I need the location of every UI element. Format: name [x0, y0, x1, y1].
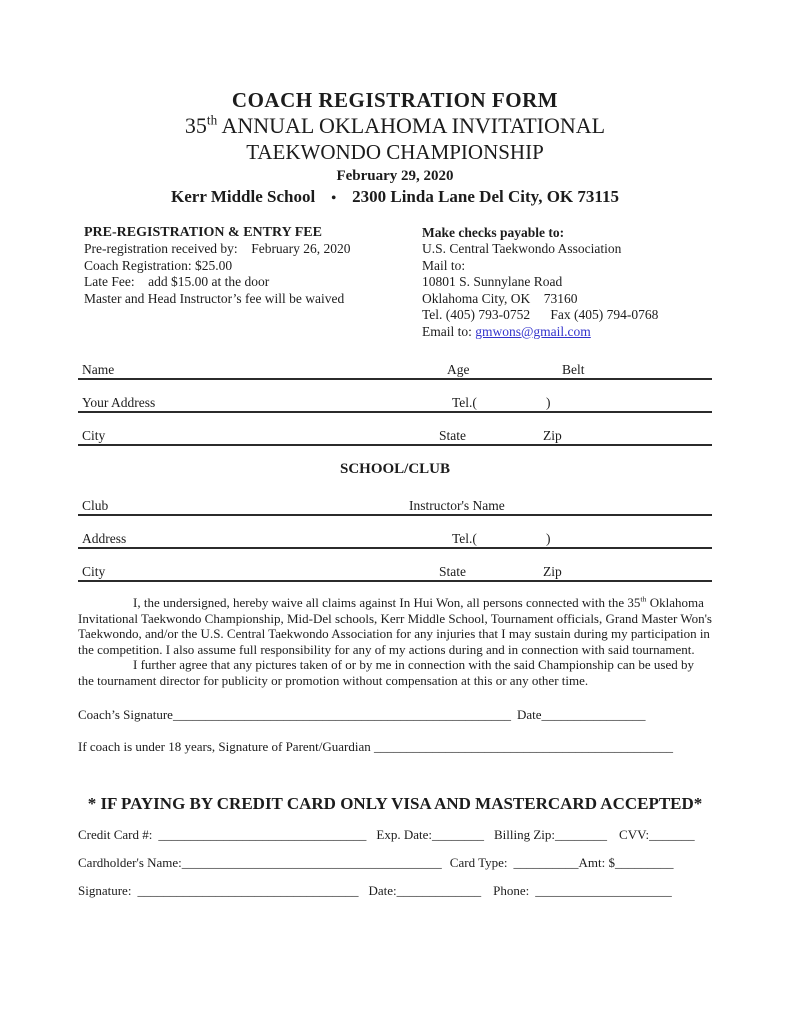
card-signature-blank: __________________________________ — [137, 882, 359, 898]
form-header — [78, 88, 712, 210]
coach-signature-line — [78, 707, 712, 723]
email-link[interactable]: gmwons@gmail.com — [475, 323, 591, 339]
venue-name: Kerr Middle School — [171, 187, 316, 206]
coach-name-row — [78, 358, 712, 380]
waiver-ordinal-sup: th — [640, 594, 647, 604]
cardholder-name-blank: ________________________________________ — [181, 854, 442, 870]
pre-registration-heading: PRE-REGISTRATION & ENTRY FEE — [84, 225, 322, 240]
pre-registration-line: Master and Head Instructor’s fee will be waived — [84, 290, 345, 306]
cvv-blank: _______ — [649, 826, 695, 842]
subtitle-championship: TAEKWONDO CHAMPIONSHIP — [246, 140, 544, 164]
tel-close-label: ) — [546, 395, 551, 410]
card-signature-label: Signature: — [78, 882, 132, 898]
name-label: Name — [82, 362, 115, 377]
mail-address-city: Oklahoma City, OK 73160 — [422, 290, 578, 306]
exp-date-blank: ________ — [431, 826, 484, 842]
date-label: Date — [516, 706, 542, 722]
zip-label: Zip — [543, 564, 562, 579]
club-row — [78, 494, 712, 516]
school-club-heading: SCHOOL/CLUB — [339, 461, 451, 477]
city-label: City — [82, 428, 106, 443]
card-phone-label: Phone: — [493, 882, 530, 898]
belt-label: Belt — [562, 362, 585, 377]
instructor-name-label: Instructor's Name — [409, 498, 505, 513]
billing-zip-label: Billing Zip: — [493, 826, 556, 842]
school-address-row — [78, 527, 712, 549]
tel-open-label: Tel.( — [452, 395, 477, 410]
state-label: State — [439, 428, 466, 443]
coach-city-row — [78, 424, 712, 446]
tel-open-label: Tel.( — [452, 531, 477, 546]
event-venue-line — [78, 186, 712, 210]
credit-card-number-row — [78, 827, 712, 843]
payment-info-block — [422, 224, 712, 340]
annual-ordinal-sup: th — [206, 112, 218, 128]
mail-address-street: 10801 S. Sunnylane Road — [422, 274, 563, 289]
school-city-row — [78, 560, 712, 582]
page-title: COACH REGISTRATION FORM — [231, 88, 559, 112]
venue-address: 2300 Linda Lane Del City, OK 73115 — [352, 187, 619, 206]
tel-close-label: ) — [546, 531, 551, 546]
credit-card-number-blank: ________________________________ — [158, 826, 367, 842]
mail-to-label: Mail to: — [422, 257, 466, 273]
amount-blank: _________ — [614, 854, 674, 870]
coach-signature-label: Coach’s Signature — [78, 706, 173, 722]
billing-zip-blank: ________ — [555, 826, 608, 842]
credit-card-number-label: Credit Card #: — [78, 826, 153, 842]
subtitle-annual — [78, 112, 712, 139]
card-date-blank: _____________ — [396, 882, 482, 898]
waiver-p1-pre: I, the undersigned, hereby waive all claims against In Hui Won, all persons connected with the 35 — [133, 595, 641, 610]
card-date-label: Date: — [368, 882, 397, 898]
email-line — [422, 324, 712, 341]
cardholder-name-row — [78, 855, 712, 871]
waiver-paragraph-1 — [78, 594, 715, 657]
card-type-label: Card Type: — [449, 854, 508, 870]
annual-rest: ANNUAL OKLAHOMA INVITATIONAL — [217, 113, 606, 138]
guardian-label: If coach is under 18 years, Signature of Parent/Guardian — [78, 738, 375, 754]
bullet-separator: • — [331, 191, 337, 206]
checks-payable-heading: Make checks payable to: — [422, 225, 565, 240]
info-columns — [78, 224, 712, 340]
pre-registration-line: Coach Registration: $25.00 — [84, 257, 233, 273]
pre-registration-line: Late Fee: add $15.00 at the door — [84, 274, 270, 289]
coach-address-row — [78, 391, 712, 413]
date-blank: ________________ — [541, 706, 646, 722]
state-label: State — [439, 564, 466, 579]
exp-date-label: Exp. Date: — [376, 826, 432, 842]
card-type-blank: __________ — [513, 854, 579, 870]
address-label: Address — [82, 531, 127, 546]
club-label: Club — [82, 498, 109, 513]
annual-number: 35 — [184, 113, 207, 138]
age-label: Age — [447, 362, 470, 377]
tel-fax-line: Tel. (405) 793-0752 Fax (405) 794-0768 — [422, 307, 659, 322]
guardian-signature-line — [78, 739, 712, 755]
amount-label: Amt: $ — [578, 854, 615, 870]
guardian-blank: ______________________________________________ — [374, 738, 674, 754]
card-phone-blank: _____________________ — [535, 882, 672, 898]
waiver-p1-post: Oklahoma Invitational Taekwondo Championship, Mid-Del schools, Kerr Middle School, Tournament officials, Grand Master Won's Taekwondo, and/or the U.S. Central Taekwondo Association for any injuries that I may sustain during my participation in the competition. I also assume full responsibility for any of my actions during and in connection with said tournament. — [78, 595, 715, 657]
waiver-text — [78, 594, 715, 689]
coach-signature-blank: ____________________________________________________ — [172, 706, 511, 722]
event-date: February 29, 2020 — [336, 168, 454, 184]
city-label: City — [82, 564, 106, 579]
waiver-paragraph-2: I further agree that any pictures taken of or by me in connection with the said Championship can be used by the tournament director for publicity or promotion without compensation at this or any other time. — [78, 657, 694, 688]
pre-registration-block — [78, 224, 422, 340]
email-label: Email to: — [422, 323, 476, 339]
credit-card-heading: * IF PAYING BY CREDIT CARD ONLY VISA AND MASTERCARD ACCEPTED* — [87, 793, 703, 813]
pre-registration-line: Pre-registration received by: February 26, 2020 — [84, 241, 351, 256]
cardholder-name-label: Cardholder's Name: — [78, 854, 182, 870]
your-address-label: Your Address — [82, 395, 156, 410]
payee-name: U.S. Central Taekwondo Association — [422, 241, 622, 256]
cvv-label: CVV: — [619, 826, 650, 842]
zip-label: Zip — [543, 428, 562, 443]
card-signature-row — [78, 883, 712, 899]
